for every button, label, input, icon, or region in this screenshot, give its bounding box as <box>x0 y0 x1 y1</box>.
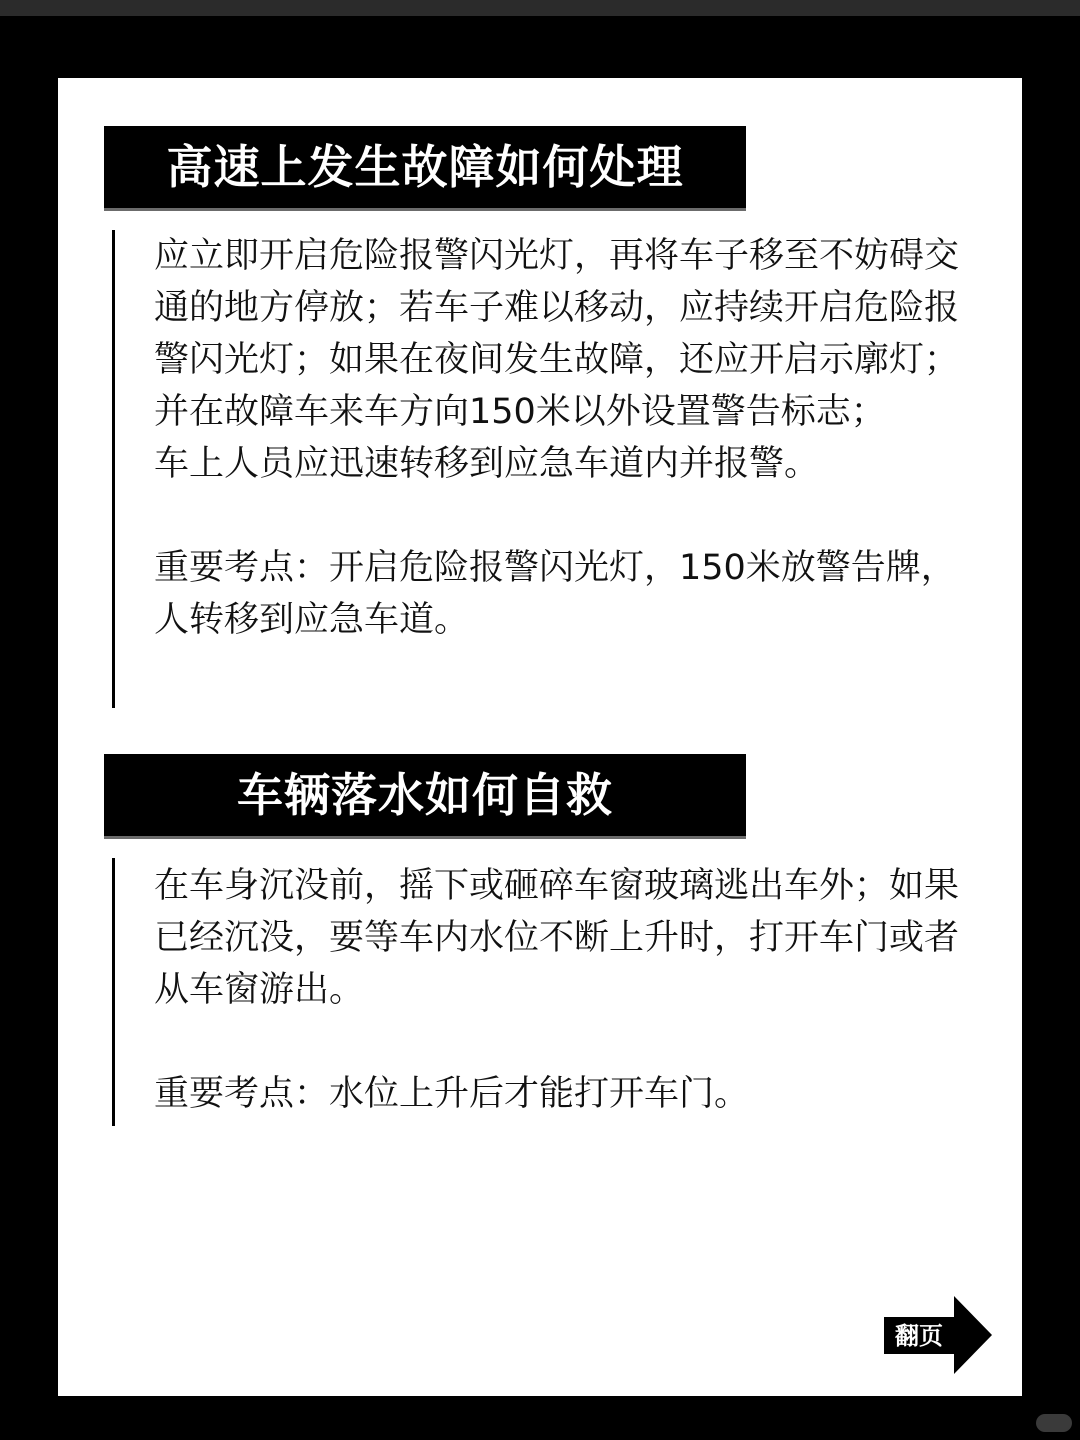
watermark <box>1036 1414 1072 1432</box>
content-card <box>58 78 1022 1396</box>
top-bar <box>0 0 1080 16</box>
body-paragraph: 应立即开启危险报警闪光灯，再将车子移至不妨碍交通的地方停放；若车子难以移动，应持续开启危险报警闪光灯；如果在夜间发生故障，还应开启示廓灯； <box>154 236 960 380</box>
body-paragraph: 并在故障车来车方向150米以外设置警告标志； <box>154 392 886 432</box>
section-title-breakdown: 高速上发生故障如何处理 <box>104 126 746 208</box>
section-divider-line <box>112 858 115 1126</box>
body-paragraph: 车上人员应迅速转移到应急车道内并报警。 <box>154 444 820 484</box>
body-paragraph: 在车身沉没前，摇下或砸碎车窗玻璃逃出车外；如果已经沉没，要等车内水位不断上升时，打开车门或者从车窗游出。 <box>154 866 960 1010</box>
next-page-button[interactable] <box>884 1296 994 1374</box>
key-point: 重要考点：水位上升后才能打开车门。 <box>154 1074 750 1114</box>
section-body-breakdown <box>154 230 962 646</box>
key-point: 重要考点：开启危险报警闪光灯，150米放警告牌，人转移到应急车道。 <box>154 548 956 640</box>
section-body-water <box>154 860 962 1120</box>
section-divider-line <box>112 230 115 708</box>
next-page-label: 翻页 <box>884 1318 954 1354</box>
section-title-water: 车辆落水如何自救 <box>104 754 746 836</box>
